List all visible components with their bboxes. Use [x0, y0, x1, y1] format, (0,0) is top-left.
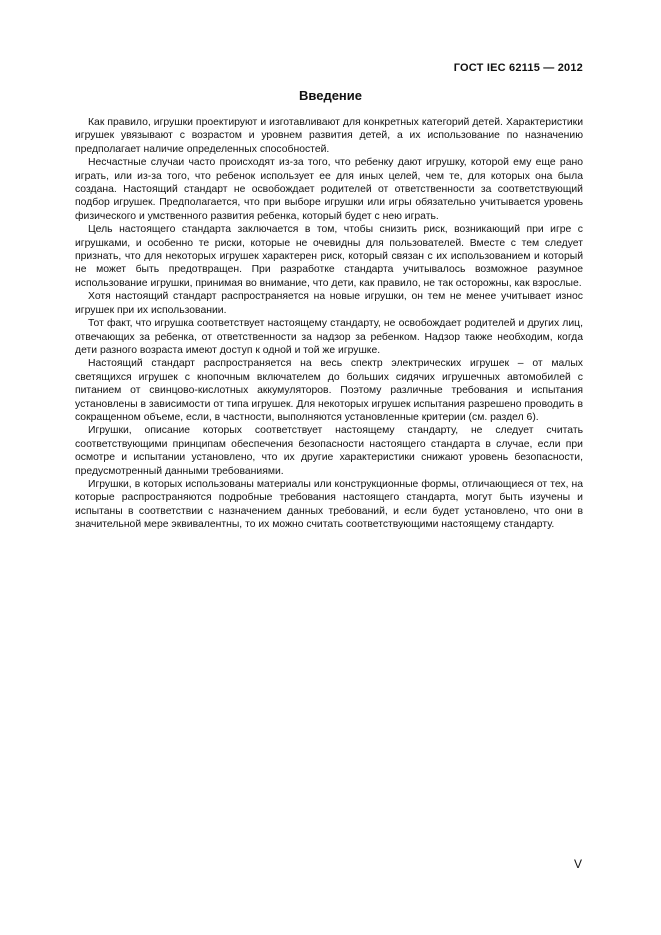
paragraph: Игрушки, описание которых соответствует настоящему стандарту, не следует считать соответствующими принципам обеспечения безопасности настоящего стандарта в случае, если при осмотре и испытании установлено, что их другие характеристики снижают уровень безопасности, предусмотренный данными требованиями. [75, 425, 583, 477]
document-standard-id: ГОСТ IEC 62115 — 2012 [453, 62, 583, 74]
paragraph: Хотя настоящий стандарт распространяется на новые игрушки, он тем не менее учитывает износ игрушек при их использовании. [75, 291, 583, 316]
paragraph: Настоящий стандарт распространяется на весь спектр электрических игрушек – от малых светящихся игрушек с кнопочным включателем до больших сидячих игрушечных автомобилей с питанием от свинцово-кислотных аккумуляторов. Поэтому различные требования и испытания установлены в зависимости от типа игрушек. Для некоторых игрушек испытания разрешено проводить в сокращенном объеме, если, в частности, выполняются установленные критерии (см. раздел 6). [75, 358, 583, 423]
paragraph: Как правило, игрушки проектируют и изготавливают для конкретных категорий детей. Характеристики игрушек увязывают с возрастом и уровнем развития детей, а их использование по назначению предполагает наличие определенных способностей. [75, 117, 583, 155]
paragraph: Цель настоящего стандарта заключается в том, чтобы снизить риск, возникающий при игре с игрушками, и особенно те риски, которые не очевидны для пользователей. Вместе с тем следует признать, что для некоторых игрушек характерен риск, который связан с их использованием и который не может быть предотвращен. При разработке стандарта учитывалось возможное разумное использование игрушки, принимая во внимание, что дети, как правило, не так осторожны, как взрослые. [75, 224, 583, 289]
paragraph: Тот факт, что игрушка соответствует настоящему стандарту, не освобождает родителей и других лиц, отвечающих за ребенка, от ответственности за надзор за ребенком. Надзор также необходим, когда дети разного возраста имеют доступ к одной и той же игрушке. [75, 318, 583, 356]
paragraph: Несчастные случаи часто происходят из-за того, что ребенку дают игрушку, которой ему еще рано играть, или из-за того, что ребенок использует ее для иных целей, чем те, для которых она была создана. Настоящий стандарт не освобождает родителей от ответственности за соответствующий подбор игрушек. Предполагается, что при выборе игрушки или игры обязательно учитывается уровень физического и умственного развития ребенка, который будет с нею играть. [75, 157, 583, 222]
paragraph: Игрушки, в которых использованы материалы или конструкционные формы, отличающиеся от тех, на которые распространяются подробные требования настоящего стандарта, могут быть изучены и испытаны в соответствии с назначением данных требований, и если будет установлено, что они в значительной мере эквивалентны, то их можно считать соответствующими настоящему стандарту. [75, 478, 583, 531]
page-number: V [573, 857, 582, 871]
section-title: Введение [299, 88, 362, 103]
introduction-body [75, 116, 583, 532]
